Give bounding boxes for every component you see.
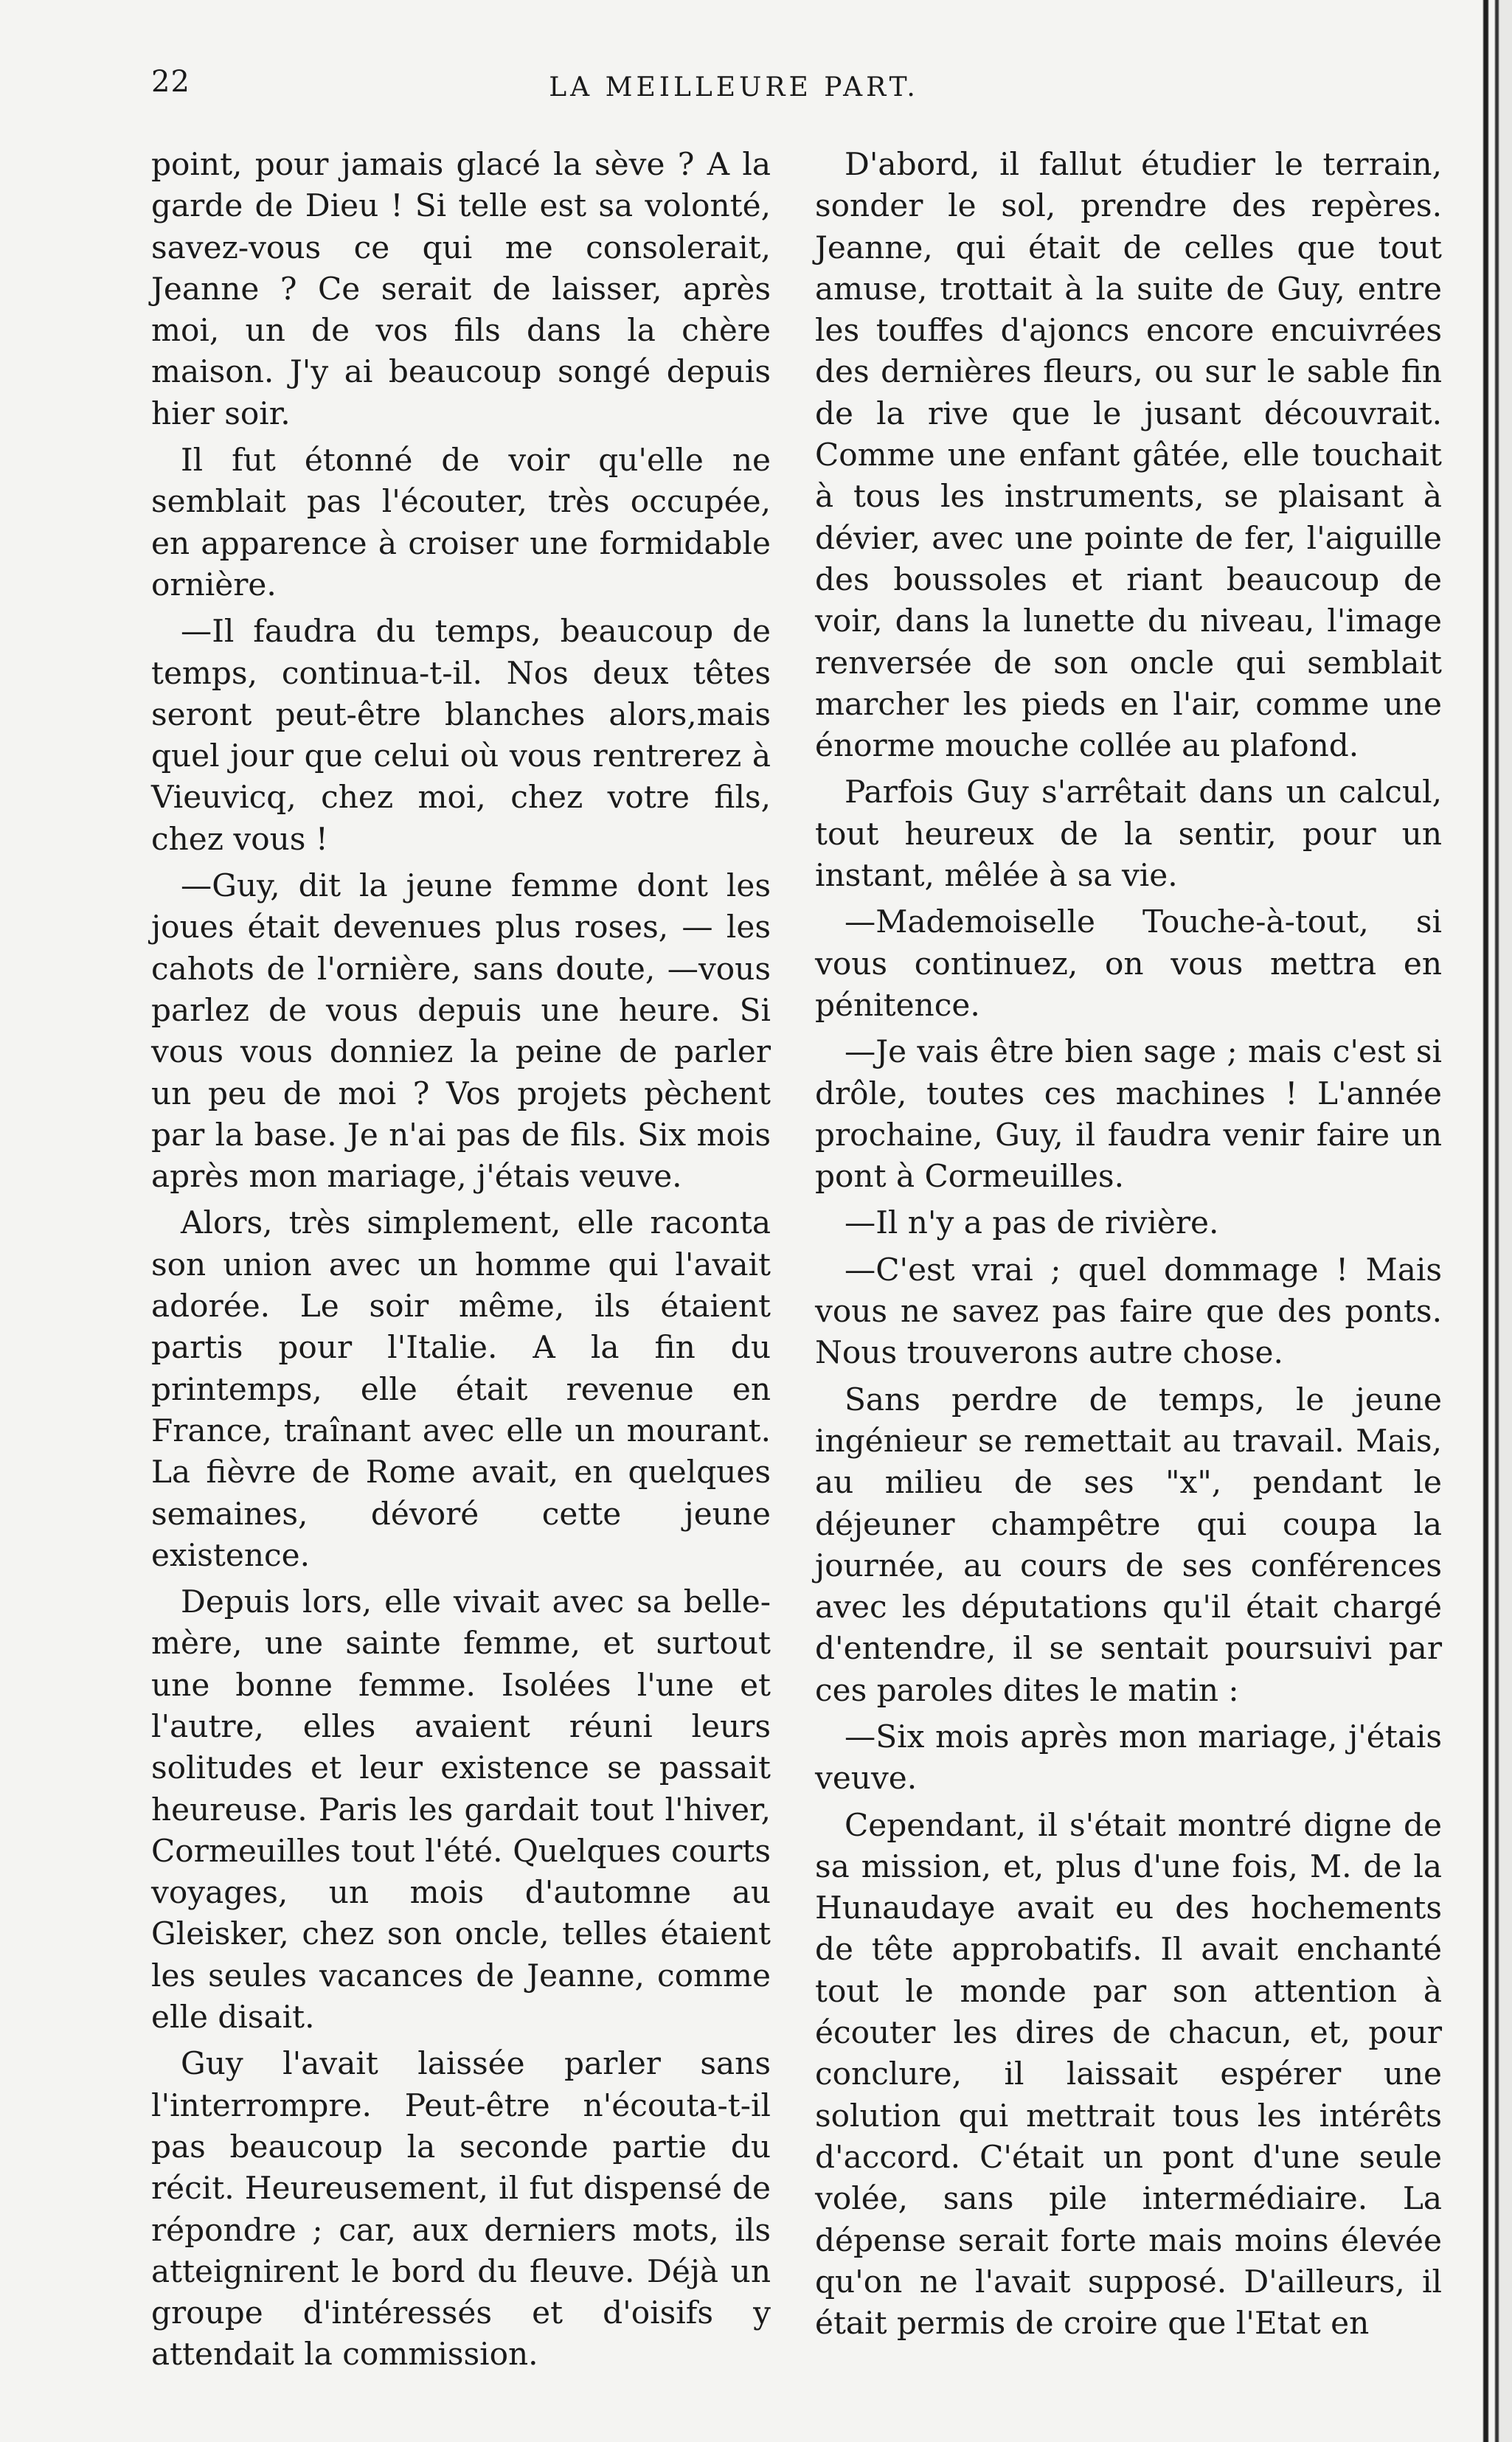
paragraph: —Je vais être bien sage ; mais c'est si drôle, toutes ces machines ! L'année prochaine, Guy, il faudra venir faire un pont à Cormeuilles. <box>815 1033 1442 1195</box>
right-column <box>815 144 1442 2349</box>
paragraph: —C'est vrai ; quel dommage ! Mais vous ne savez pas faire que des ponts. Nous trouverons autre chose. <box>815 1251 1442 1371</box>
running-title: LA MEILLEURE PART. <box>549 72 919 103</box>
paragraph: —Six mois après mon mariage, j'étais veuve. <box>815 1718 1442 1797</box>
paragraph: —Il n'y a pas de rivière. <box>845 1204 1219 1241</box>
paragraph: Sans perdre de temps, le jeune ingénieur se remettait au travail. Mais, au milieu de ses "x", pendant le déjeuner champêtre qui coupa la journée, au cours de ses conférences avec les députations qu'il était chargé d'entendre, il se sentait poursuivi par ces paroles dites le matin : <box>815 1381 1442 1708</box>
left-column <box>151 144 771 2381</box>
paragraph: Cependant, il s'était montré digne de sa mission, et, plus d'une fois, M. de la Hunaudaye avait eu des hochements de tête approbatifs. Il avait enchanté tout le monde par son attention à écouter les dires de chacun, et, pour conclure, il laissait espérer une solution qui mettrait tous les intérêts d'accord. C'était un pont d'une seule volée, sans pile intermédiaire. La dépense serait forte mais moins élevée qu'on ne l'avait supposé. D'ailleurs, il était permis de croire que l'Etat en <box>815 1806 1442 2342</box>
paragraph: —Guy, dit la jeune femme dont les joues était devenues plus roses, — les cahots de l'ornière, sans doute, —vous parlez de vous depuis une heure. Si vous vous donniez la peine de parler un peu de moi ? Vos projets pèchent par la base. Je n'ai pas de fils. Six mois après mon mariage, j'étais veuve. <box>151 867 771 1195</box>
paragraph: Il fut étonné de voir qu'elle ne semblait pas l'écouter, très occupée, en apparence à croiser une formidable ornière. <box>151 442 771 603</box>
page-number: 22 <box>151 65 190 99</box>
paragraph: Parfois Guy s'arrêtait dans un calcul, tout heureux de la sentir, pour un instant, mêlée à sa vie. <box>815 774 1442 894</box>
paragraph: —Il faudra du temps, beaucoup de temps, continua-t-il. Nos deux têtes seront peut-être blanches alors,mais quel jour que celui où vous rentrerez à Vieuvicq, chez moi, chez votre fils, chez vous ! <box>151 613 771 857</box>
paragraph: point, pour jamais glacé la sève ? A la garde de Dieu ! Si telle est sa volonté, savez-vous ce qui me consolerait, Jeanne ? Ce serait de laisser, après moi, un de vos fils dans la chère maison. J'y ai beaucoup songé depuis hier soir. <box>151 146 771 431</box>
book-binding-edge <box>1475 0 1512 2442</box>
paragraph: Depuis lors, elle vivait avec sa belle-mère, une sainte femme, et surtout une bonne femme. Isolées l'une et l'autre, elles avaient réuni leurs solitudes et leur existence se passait heureuse. Paris les gardait tout l'hiver, Cormeuilles tout l'été. Quelques courts voyages, un mois d'automne au Gleisker, chez son oncle, telles étaient les seules vacances de Jeanne, comme elle disait. <box>151 1584 771 2036</box>
paragraph: D'abord, il fallut étudier le terrain, sonder le sol, prendre des repères. Jeanne, qui était de celles que tout amuse, trottait à la suite de Guy, entre les touffes d'ajoncs encore encuivrées des dernières fleurs, ou sur le sable fin de la rive que le jusant découvrait. Comme une enfant gâtée, elle touchait à tous les instruments, se plaisant à dévier, avec une pointe de fer, l'aiguille des boussoles et riant beaucoup de voir, dans la lunette du niveau, l'image renversée de son oncle qui semblait marcher les pieds en l'air, comme une énorme mouche collée au plafond. <box>815 146 1442 764</box>
paragraph: —Mademoiselle Touche-à-tout, si vous continuez, on vous mettra en pénitence. <box>815 903 1442 1023</box>
paragraph: Guy l'avait laissée parler sans l'interrompre. Peut-être n'écouta-t-il pas beaucoup la seconde partie du récit. Heureusement, il fut dispensé de répondre ; car, aux derniers mots, ils atteignirent le bord du fleuve. Déjà un groupe d'intéressés et d'oisifs y attendait la commission. <box>151 2045 771 2373</box>
paragraph: Alors, très simplement, elle raconta son union avec un homme qui l'avait adorée. Le soir même, ils étaient partis pour l'Italie. A la fin du printemps, elle était revenue en France, traînant avec elle un mourant. La fièvre de Rome avait, en quelques semaines, dévoré cette jeune existence. <box>151 1204 771 1573</box>
